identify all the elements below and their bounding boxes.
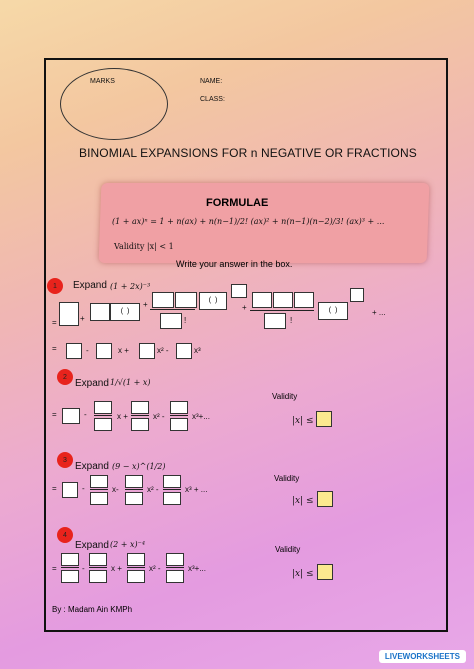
formula-heading: FORMULAE bbox=[206, 197, 269, 209]
question-3-expression: (9 − x)^(1/2) bbox=[112, 462, 166, 471]
q3-answer-box[interactable] bbox=[62, 482, 78, 498]
q1-answer-box[interactable] bbox=[59, 302, 79, 326]
q1-answer-box[interactable] bbox=[175, 292, 197, 308]
q2-validity-label: Validity bbox=[272, 392, 298, 401]
q1-answer-box[interactable] bbox=[273, 292, 293, 308]
q1-simplified-box[interactable] bbox=[96, 343, 112, 359]
q4-validity-box[interactable] bbox=[317, 564, 333, 580]
class-label: CLASS: bbox=[200, 96, 225, 103]
question-1-badge: 1 bbox=[47, 278, 63, 294]
q1-simplified-box[interactable] bbox=[66, 343, 82, 359]
question-4-badge: 4 bbox=[57, 527, 73, 543]
q1-answer-box[interactable] bbox=[160, 313, 182, 329]
q2-validity-box[interactable] bbox=[316, 411, 332, 427]
q1-answer-box[interactable]: ( ) bbox=[110, 303, 140, 321]
q4-validity-expr: |x| ≤ bbox=[292, 569, 314, 579]
question-4-label: Expand bbox=[75, 540, 109, 551]
page-title: BINOMIAL EXPANSIONS FOR n NEGATIVE OR FRACTIONS bbox=[79, 146, 417, 160]
q2-answer-box[interactable] bbox=[62, 408, 80, 424]
question-1-label: Expand bbox=[73, 280, 107, 291]
q1-answer-box[interactable] bbox=[350, 288, 364, 302]
question-2-badge: 2 bbox=[57, 369, 73, 385]
q4-validity-label: Validity bbox=[275, 545, 301, 554]
formula-validity: Validity |x| < 1 bbox=[114, 242, 174, 251]
question-3-badge: 3 bbox=[57, 452, 73, 468]
author-credit: By : Madam Ain KMPh bbox=[52, 605, 133, 614]
name-label: NAME: bbox=[200, 78, 223, 85]
question-1-expression: (1 + 2x)⁻³ bbox=[110, 282, 151, 291]
q1-answer-box[interactable]: ( ) bbox=[199, 292, 227, 310]
q1-answer-box[interactable] bbox=[294, 292, 314, 308]
q1-answer-box[interactable] bbox=[231, 284, 247, 298]
question-2-expression: 1/√(1 + x) bbox=[110, 378, 151, 387]
formula-expansion: (1 + ax)ⁿ = 1 + n(ax) + n(n−1)/2! (ax)² + n(n−1)(n−2)/3! (ax)³ + ... bbox=[112, 217, 385, 226]
q1-answer-box[interactable] bbox=[264, 313, 286, 329]
marks-label: MARKS bbox=[90, 78, 115, 85]
question-3-label: Expand bbox=[75, 461, 109, 472]
q1-answer-box[interactable] bbox=[252, 292, 272, 308]
question-4-expression: (2 + x)⁻⁴ bbox=[110, 540, 146, 549]
question-2-label: Expand bbox=[75, 378, 109, 389]
q1-answer-box[interactable] bbox=[90, 303, 110, 321]
q1-answer-box[interactable] bbox=[152, 292, 174, 308]
q3-validity-expr: |x| ≤ bbox=[292, 496, 314, 506]
instruction-text: Write your answer in the box. bbox=[176, 259, 293, 269]
q1-simplified-box[interactable] bbox=[139, 343, 155, 359]
q2-validity-expr: |x| ≤ bbox=[292, 416, 314, 426]
q3-validity-box[interactable] bbox=[317, 491, 333, 507]
liveworksheets-logo: LIVEWORKSHEETS bbox=[379, 650, 466, 663]
q1-simplified-box[interactable] bbox=[176, 343, 192, 359]
q1-answer-box[interactable]: ( ) bbox=[318, 302, 348, 320]
q3-validity-label: Validity bbox=[274, 474, 300, 483]
